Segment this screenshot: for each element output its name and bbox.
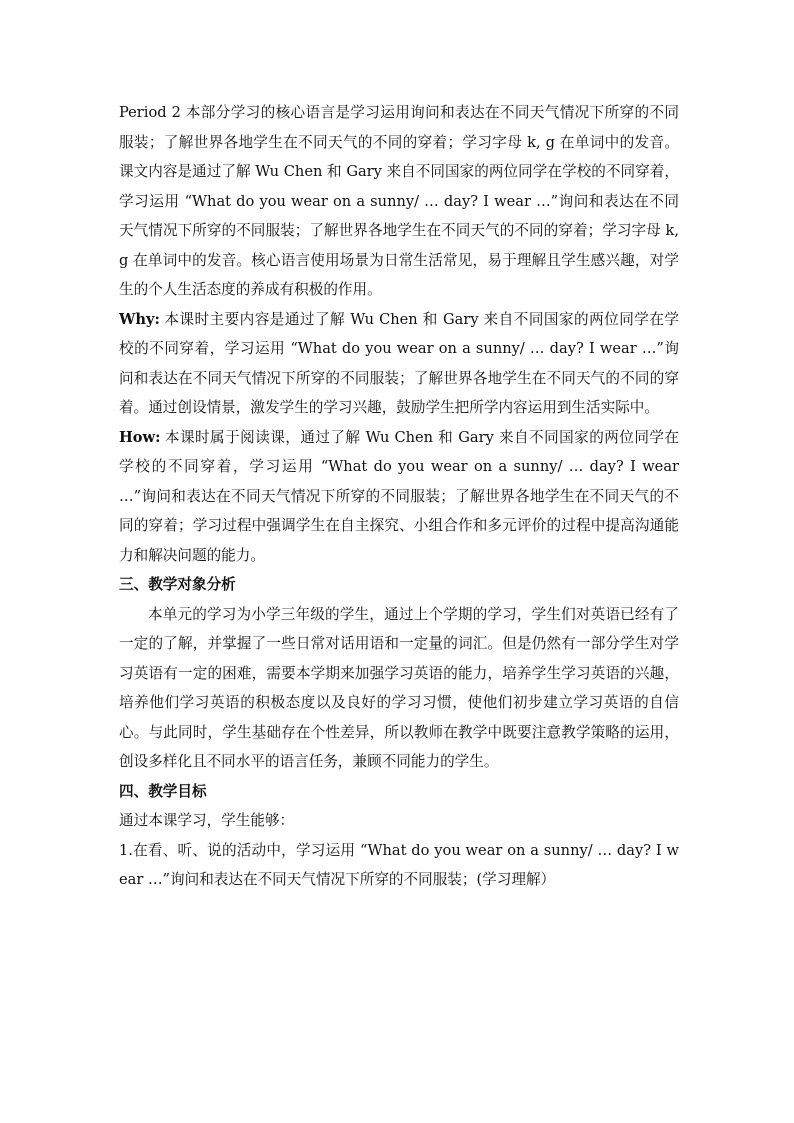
section-4-heading: 四、教学目标 — [119, 782, 207, 800]
objective-item-1: 1.在看、听、说的活动中，学习运用 “What do you wear on a sunny/ … day? I wear …”询问和表达在不同天气情况下所穿的不同服装；(学习理解） — [119, 841, 679, 888]
document-page — [119, 98, 679, 895]
how-paragraph — [119, 423, 679, 571]
why-paragraph — [119, 305, 679, 423]
section-3-heading: 三、教学对象分析 — [119, 576, 236, 593]
why-text: 本课时主要内容是通过了解 Wu Chen 和 Gary 来自不同国家的两位同学在学校的不同穿着，学习运用 “What do you wear on a sunny/ … day? I wear …”询问和表达在不同天气情况下所穿的不同服装；了解世界各地学生在不同天气的不同的穿着。通过创设情景，激发学生的学习兴趣，鼓励学生把所学内容运用到生活实际中。 — [119, 310, 679, 416]
section-4-intro: 通过本课学习，学生能够： — [119, 812, 295, 829]
how-label: How: — [119, 428, 161, 446]
period-paragraph: Period 2 本部分学习的核心语言是学习运用询问和表达在不同天气情况下所穿的不同服装；了解世界各地学生在不同天气的不同的穿着；学习字母 k, g 在单词中的发音。课文内容是通过了解 Wu Chen 和 Gary 来自不同国家的两位同学在学校的不同穿着，学习运用 “What do you wear on a sunny/ … day? I wear …”询问和表达在不同天气情况下所穿的不同服装；了解世界各地学生在不同天气的不同的穿着；学习字母 k, g 在单词中的发音。核心语言使用场景为日常生活常见，易于理解且学生感兴趣，对学生的个人生活态度的养成有积极的作用。 — [119, 104, 679, 298]
section-3-paragraph: 本单元的学习为小学三年级的学生，通过上个学期的学习，学生们对英语已经有了一定的了解，并掌握了一些日常对话用语和一定量的词汇。但是仍然有一部分学生对学习英语有一定的困难，需要本学期来加强学习英语的能力，培养学生学习英语的兴趣，培养他们学习英语的积极态度以及良好的学习习惯，使他们初步建立学习英语的自信心。与此同时，学生基础存在个性差异，所以教师在教学中既要注意教学策略的运用，创设多样化且不同水平的语言任务，兼顾不同能力的学生。 — [119, 605, 679, 770]
why-label: Why: — [119, 310, 160, 328]
how-text: 本课时属于阅读课，通过了解 Wu Chen 和 Gary 来自不同国家的两位同学在学校的不同穿着，学习运用 “What do you wear on a sunny/ … day? I wear …”询问和表达在不同天气情况下所穿的不同服装；了解世界各地学生在不同天气的不同的穿着；学习过程中强调学生在自主探究、小组合作和多元评价的过程中提高沟通能力和解决问题的能力。 — [119, 428, 679, 564]
